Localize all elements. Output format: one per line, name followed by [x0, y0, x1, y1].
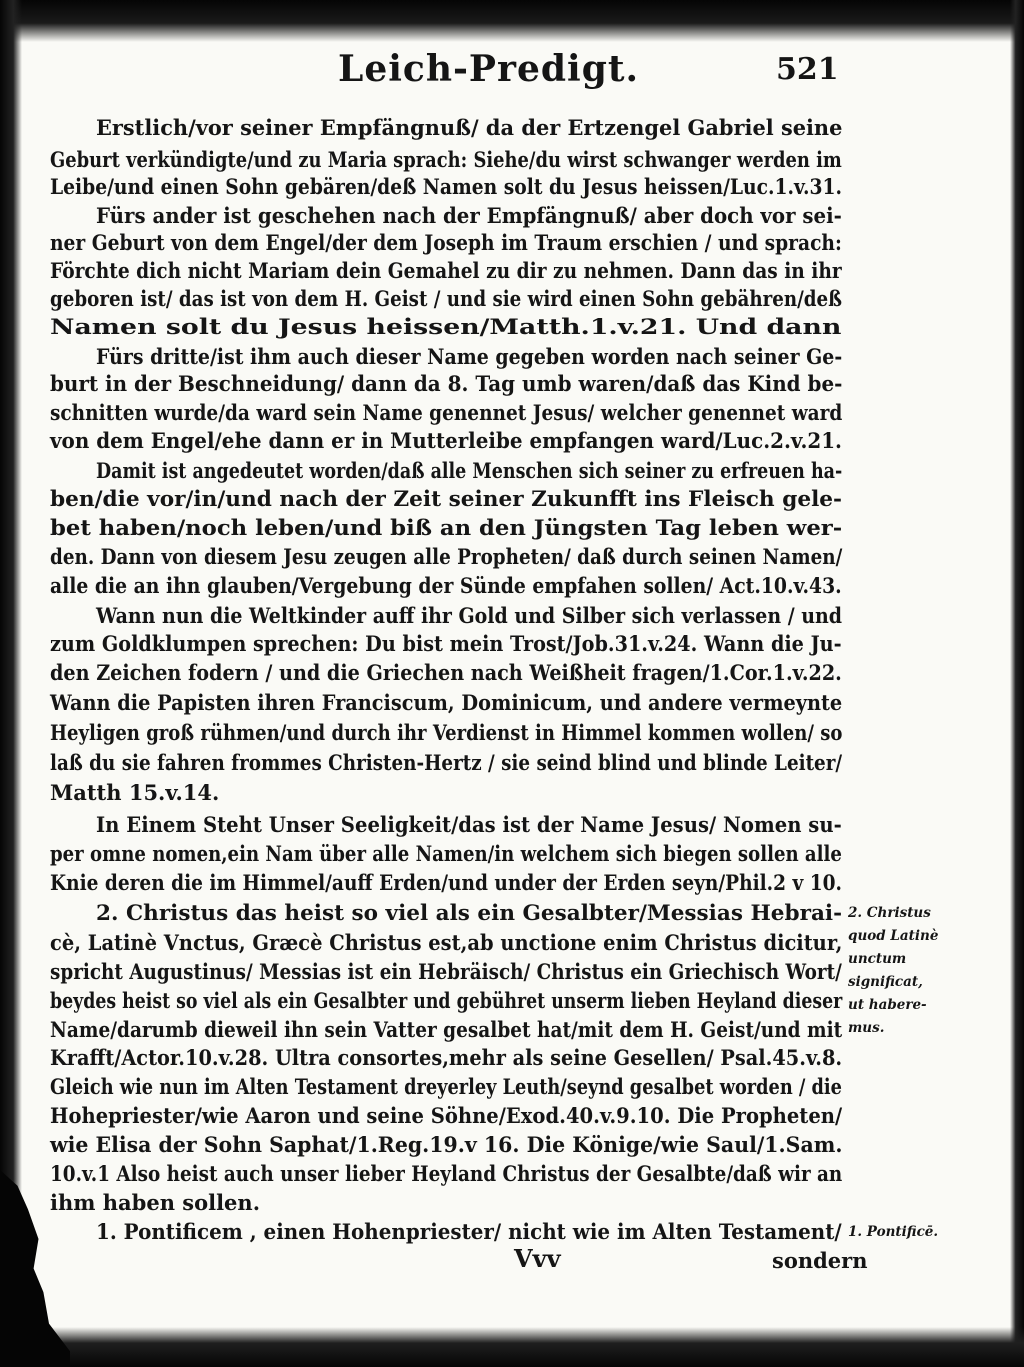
- text-line: Fürs dritte/ist ihm auch dieser Name gegeben worden nach seiner Ge-: [96, 344, 843, 369]
- text-line: den. Dann von diesem Jesu zeugen alle Propheten/ daß durch seinen Namen/: [50, 544, 843, 569]
- catchword: sondern: [772, 1248, 868, 1273]
- text-line: den Zeichen fodern / und die Griechen nach Weißheit fragen/1.Cor.1.v.22.: [50, 660, 842, 685]
- running-head-title: Leich-Predigt.: [338, 48, 640, 90]
- text-line: spricht Augustinus/ Messias ist ein Hebräisch/ Christus ein Griechisch Wort/: [50, 959, 842, 984]
- text-line: Gleich wie nun im Alten Testament dreyerley Leuth/seynd gesalbet worden / die: [50, 1074, 842, 1099]
- text-line: Leibe/und einen Sohn gebären/deß Namen solt du Jesus heissen/Luc.1.v.31.: [50, 174, 843, 199]
- text-line: Förchte dich nicht Mariam dein Gemahel zu dir zu nehmen. Dann das in ihr: [50, 258, 842, 283]
- scan-edge-bottom: [0, 1327, 1024, 1367]
- text-line: Matth 15.v.14.: [50, 780, 220, 805]
- text-line: Hohepriester/wie Aaron und seine Söhne/Exod.40.v.9.10. Die Propheten/: [50, 1103, 843, 1128]
- text-line: Heyligen groß rühmen/und durch ihr Verdienst in Himmel kommen wollen/ so: [50, 720, 843, 745]
- text-line: zum Goldklumpen sprechen: Du bist mein Trost/Job.31.v.24. Wann die Ju-: [50, 631, 842, 656]
- page-number: 521: [776, 52, 839, 87]
- margin-note-christus: ut habere-: [848, 997, 927, 1013]
- text-line: Geburt verkündigte/und zu Maria sprach: Siehe/du wirst schwanger werden im: [50, 147, 842, 172]
- text-line: Erstlich/vor seiner Empfängnuß/ da der Ertzengel Gabriel seine: [96, 115, 843, 140]
- text-line: ner Geburt von dem Engel/der dem Joseph im Traum erschien / und sprach:: [50, 230, 842, 255]
- text-line: per omne nomen,ein Nam über alle Namen/in welchem sich biegen sollen alle: [50, 841, 842, 866]
- text-line: Namen solt du Jesus heissen/Matth.1.v.21. Und dann: [50, 314, 842, 339]
- text-line: Fürs ander ist geschehen nach der Empfängnuß/ aber doch vor sei-: [96, 203, 842, 228]
- text-line: 10.v.1 Also heist auch unser lieber Heyland Christus der Gesalbte/daß wir an: [50, 1161, 843, 1186]
- margin-note-pontifex: 1. Pontificē.: [848, 1224, 939, 1240]
- scan-edge-right: [1010, 0, 1024, 1367]
- text-line: schnitten wurde/da ward sein Name genennet Jesus/ welcher genennet ward: [50, 400, 843, 425]
- signature-mark: Vvv: [514, 1244, 561, 1273]
- text-line: ihm haben sollen.: [50, 1190, 260, 1215]
- text-line: beydes heist so viel als ein Gesalbter und gebühret unserm lieben Heyland dieser: [50, 988, 843, 1013]
- text-line: Name/darumb dieweil ihn sein Vatter gesalbet hat/mit dem H. Geist/und mit: [50, 1017, 843, 1042]
- text-line: Knie deren die im Himmel/auff Erden/und under der Erden seyn/Phil.2 v 10.: [50, 870, 842, 895]
- text-line: burt in der Beschneidung/ dann da 8. Tag umb waren/daß das Kind be-: [50, 371, 843, 396]
- text-line: In Einem Steht Unser Seeligkeit/das ist der Name Jesus/ Nomen su-: [96, 812, 842, 837]
- scan-edge-left: [0, 0, 22, 1367]
- scan-edge-top: [0, 0, 1024, 42]
- text-line: laß du sie fahren frommes Christen-Hertz / sie seind blind und blinde Leiter/: [50, 750, 843, 775]
- text-line: wie Elisa der Sohn Saphat/1.Reg.19.v 16. Die Könige/wie Saul/1.Sam.: [50, 1132, 843, 1157]
- margin-note-christus: quod Latinè: [848, 928, 939, 944]
- text-line: alle die an ihn glauben/Vergebung der Sünde empfahen sollen/ Act.10.v.43.: [50, 573, 842, 598]
- text-line: Wann die Papisten ihren Franciscum, Dominicum, und andere vermeynte: [50, 690, 843, 715]
- margin-note-christus: mus.: [848, 1020, 885, 1036]
- text-line: cè, Latinè Vnctus, Græcè Christus est,ab unctione enim Christus dicitur,: [50, 930, 843, 955]
- text-line: Wann nun die Weltkinder auff ihr Gold und Silber sich verlassen / und: [96, 603, 843, 628]
- text-line: 1. Pontificem , einen Hohenpriester/ nicht wie im Alten Testament/: [96, 1219, 842, 1244]
- text-line: geboren ist/ das ist von dem H. Geist / und sie wird einen Sohn gebähren/deß: [50, 286, 843, 311]
- text-line: ben/die vor/in/und nach der Zeit seiner Zukunfft ins Fleisch gele-: [50, 486, 843, 511]
- margin-note-christus: 2. Christus: [848, 905, 931, 921]
- margin-note-christus: significat,: [848, 974, 923, 990]
- text-line: 2. Christus das heist so viel als ein Gesalbter/Messias Hebrai-: [96, 900, 843, 925]
- text-line: Damit ist angedeutet worden/daß alle Menschen sich seiner zu erfreuen ha-: [96, 458, 843, 483]
- margin-note-christus: unctum: [848, 951, 907, 967]
- text-line: von dem Engel/ehe dann er in Mutterleibe empfangen ward/Luc.2.v.21.: [50, 428, 842, 453]
- text-line: bet haben/noch leben/und biß an den Jüngsten Tag leben wer-: [50, 515, 843, 540]
- text-line: Krafft/Actor.10.v.28. Ultra consortes,mehr als seine Gesellen/ Psal.45.v.8.: [50, 1045, 843, 1070]
